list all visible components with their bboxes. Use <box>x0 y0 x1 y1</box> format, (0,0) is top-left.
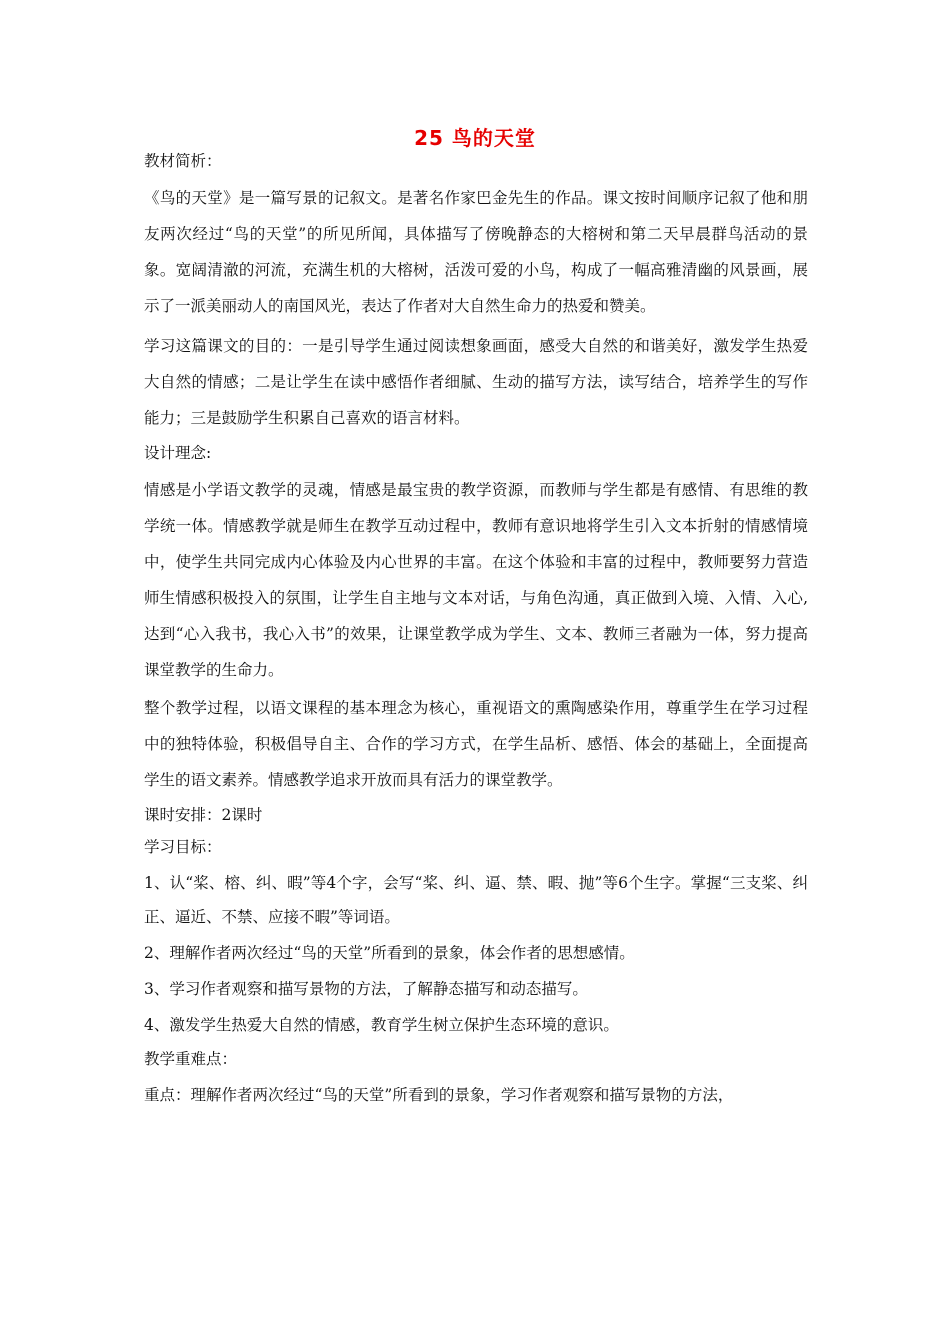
paragraph-learning-purpose: 学习这篇课文的目的：一是引导学生通过阅读想象画面，感受大自然的和谐美好，激发学生热爱大自然的情感；二是让学生在读中感悟作者细腻、生动的描写方法，读写结合，培养学生的写作能力；三是鼓励学生积累自己喜欢的语言材料。 <box>144 337 808 427</box>
paragraph-material-summary: 《鸟的天堂》是一篇写景的记叙文。是著名作家巴金先生的作品。课文按时间顺序记叙了他和朋友两次经过“鸟的天堂”的所见所闻，具体描写了傍晚静态的大榕树和第二天早晨群鸟活动的景象。宽阔清澈的河流，充满生机的大榕树，活泼可爱的小鸟，构成了一幅高雅清幽的风景画，展示了一派美丽动人的南国风光，表达了作者对大自然生命力的热爱和赞美。 <box>144 189 808 315</box>
goal-item-1: 1、认“桨、榕、纠、暇”等4个字，会写“桨、纠、逼、禁、暇、抛”等6个生字。掌握“三支桨、纠正、逼近、不禁、应接不暇”等词语。 <box>144 874 808 926</box>
schedule-line: 课时安排：2课时 <box>144 806 263 824</box>
document-body <box>144 146 808 1112</box>
document-title: 25 鸟的天堂 <box>414 126 536 150</box>
paragraph-design-concept: 情感是小学语文教学的灵魂，情感是最宝贵的教学资源，而教师与学生都是有感情、有思维的教学统一体。情感教学就是师生在教学互动过程中，教师有意识地将学生引入文本折射的情感情境中，使学生共同完成内心体验及内心世界的丰富。在这个体验和丰富的过程中，教师要努力营造师生情感积极投入的氛围，让学生自主地与文本对话，与角色沟通，真正做到入境、入情、入心,达到“心入我书，我心入书”的效果，让课堂教学成为学生、文本、教师三者融为一体，努力提高课堂教学的生命力。 <box>144 481 808 679</box>
section-heading-design: 设计理念: <box>144 444 212 462</box>
keypoint-line: 重点：理解作者两次经过“鸟的天堂”所看到的景象，学习作者观察和描写景物的方法， <box>144 1086 734 1104</box>
paragraph-teaching-process: 整个教学过程，以语文课程的基本理念为核心，重视语文的熏陶感染作用，尊重学生在学习过程中的独特体验，积极倡导自主、合作的学习方式，在学生品析、感悟、体会的基础上，全面提高学生的语文素养。情感教学追求开放而具有活力的课堂教学。 <box>144 699 808 789</box>
goal-item-4: 4、激发学生热爱大自然的情感，教育学生树立保护生态环境的意识。 <box>144 1016 619 1034</box>
section-heading-goals: 学习目标： <box>144 838 222 856</box>
goal-item-3: 3、学习作者观察和描写景物的方法，了解静态描写和动态描写。 <box>144 980 588 998</box>
section-heading-material: 教材简析： <box>144 152 222 170</box>
section-heading-keypoints: 教学重难点： <box>144 1050 238 1068</box>
goal-item-2: 2、理解作者两次经过“鸟的天堂”所看到的景象，体会作者的思想感情。 <box>144 944 635 962</box>
